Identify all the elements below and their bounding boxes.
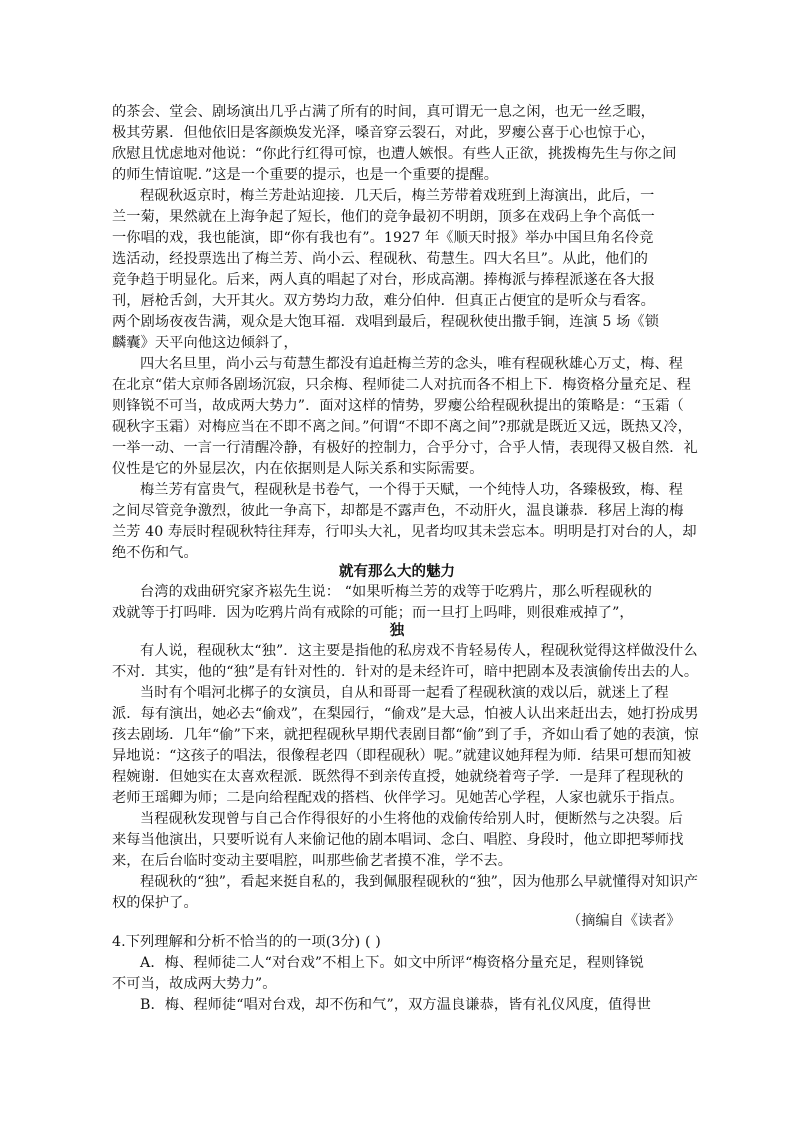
paragraph-line: 老师王瑶卿为师；二是向给程配戏的搭档、伙伴学习。见她苦心学程，人家也就乐于指点。 (112, 790, 684, 806)
paragraph-line: 派．每有演出，她必去“偷戏”，在梨园行，“偷戏”是大忌，怕被人认出来赶出去，她打扮成男 (112, 706, 699, 722)
answer-option-b: B．梅、程师徒“唱对台戏，却不伤和气”，双方温良谦恭，皆有礼仪风度，值得世 (140, 997, 652, 1013)
paragraph-line: 兰芳 40 寿辰时程砚秋特往拜寿，行叩头大礼，见者均叹其未尝忘本。明明是打对台的人，却 (112, 524, 697, 540)
paragraph-line: 四大名旦里，尚小云与荀慧生都没有追赶梅兰芳的念头，唯有程砚秋雄心万丈，梅、程 (140, 356, 683, 372)
paragraph-line: 台湾的戏曲研究家齐崧先生说： “如果听梅兰芳的戏等于吃鸦片，那么听程砚秋的 (140, 584, 653, 600)
section-heading: 独 (389, 622, 405, 639)
paragraph-line: 程砚秋的“独”，看起来挺自私的，我到佩服程砚秋的“独”，因为他那么早就懂得对知识产 (140, 874, 699, 890)
paragraph-line: 欣慰且忧虑地对他说：“你此行红得可惊，也遭人嫉恨。有些人正欲，挑拨梅先生与你之间 (112, 146, 677, 162)
paragraph-line: 两个剧场夜夜告满，观众是大饱耳福．戏唱到最后，程砚秋使出撒手锏，连演 5 场《锁 (112, 314, 659, 330)
paragraph-line: 一举一动、一言一行清醒冷静，有极好的控制力，合乎分寸，合乎人情，表现得又极自然．礼 (112, 440, 698, 456)
section-heading: 就有那么大的魅力 (339, 563, 455, 580)
paragraph-line: 绝不伤和气。 (112, 545, 198, 561)
paragraph-line: 之间尽管竞争激烈，彼此一争高下，却都是不露声色，不动肝火，温良谦恭．移居上海的梅 (112, 503, 684, 519)
paragraph-line: 麟囊》天平向他这边倾斜了， (112, 335, 298, 351)
answer-option-a-cont: 不可当，故成两大势力”。 (112, 976, 277, 992)
paragraph-line: 有人说，程砚秋太“独”．这主要是指他的私房戏不肯轻易传人，程砚秋觉得这样做没什么 (140, 643, 698, 659)
paragraph-line: 兰一菊，果然就在上海争起了短长，他们的竞争最初不明朗，顶多在戏码上争个高低一 (112, 209, 655, 225)
paragraph-line: 刊，唇枪舌剑，大开其火。双方势均力敌，难分伯仲．但真正占便宜的是听众与看客。 (112, 293, 655, 309)
paragraph-line: 权的保护了。 (112, 895, 198, 911)
paragraph-line: 当程砚秋发现曾与自己合作得很好的小生将他的戏偷传给别人时，便断然与之决裂。后 (140, 811, 683, 827)
question-stem: 4.下列理解和分析不恰当的的一项(3分) ( ) (112, 934, 381, 950)
paragraph-line: 极其劳累．但他依旧是客颜焕发光泽，嗓音穿云裂石，对此，罗瘿公喜于心也惊于心， (112, 125, 655, 141)
paragraph-line: 来每当他演出，只要听说有人来偷记他的剧本唱词、念白、唱腔、身段时，他立即把琴师找 (112, 832, 684, 848)
paragraph-line: 程砚秋返京时，梅兰芳赴站迎接．几天后，梅兰芳带着戏班到上海演出，此后，一 (140, 188, 655, 204)
paragraph-line: 在北京“偌大京师各剧场沉寂，只余梅、程师徒二人对抗而各不相上下．梅资格分量充足、程 (112, 377, 691, 393)
paragraph-line: 来，在后台临时变动主要唱腔，叫那些偷艺者摸不准，学不去。 (112, 853, 513, 869)
paragraph-line: 戏就等于打吗啡．因为吃鸦片尚有戒除的可能；而一旦打上吗啡，则很难戒掉了”， (112, 605, 634, 621)
source-citation: （摘编自《读者》 (567, 913, 681, 929)
paragraph-line: 砚秋字玉霜）对梅应当在不即不离之间。”何谓“不即不离之间”?那就是既近又远，既热又冷， (112, 419, 692, 435)
paragraph-line: 选活动，经投票选出了梅兰芳、尚小云、程砚秋、荀慧生。四大名旦”。从此，他们的 (112, 251, 648, 267)
paragraph-line: 一你唱的戏，我也能演，即“你有我也有”。1927 年《顺天时报》举办中国旦角名伶竞 (112, 230, 654, 246)
paragraph-line: 的师生情谊呢．”这是一个重要的提示，也是一个重要的提醒。 (112, 167, 499, 183)
paragraph-line: 孩去剧场．几年“偷”下来，就把程砚秋早期代表剧目都“偷”到了手，齐如山看了她的表演，惊 (112, 727, 699, 743)
paragraph-line: 当时有个唱河北梆子的女演员，自从和哥哥一起看了程砚秋演的戏以后，就迷上了程 (140, 685, 669, 701)
paragraph-line: 不对．其实，他的“独”是有针对性的．针对的是未经许可，暗中把剧本及表演偷传出去的人。 (112, 664, 699, 680)
paragraph-line: 仪性是它的外显层次，内在依据则是人际关系和实际需要。 (112, 461, 484, 477)
paragraph-line: 的茶会、堂会、剧场演出几乎占满了所有的时间，真可谓无一息之闲，也无一丝乏暇， (112, 104, 655, 120)
paragraph-line: 竞争趋于明显化。后来，两人真的唱起了对台，形成高潮。捧梅派与捧程派遂在各大报 (112, 272, 655, 288)
paragraph-line: 梅兰芳有富贵气，程砚秋是书卷气，一个得于天赋，一个纯恃人功，各臻极致，梅、程 (140, 482, 683, 498)
paragraph-line: 异地说：“这孩子的唱法，很像程老四（即程砚秋）呢。”就建议她拜程为师．结果可想而知被 (112, 748, 692, 764)
paragraph-line: 则锋锐不可当，故成两大势力”．面对这样的情势，罗瘿公给程砚秋提出的策略是：“玉霜（ (112, 398, 684, 414)
answer-option-a: A．梅、程师徒二人“对台戏”不相上下。如文中所评“梅资格分量充足，程则锋锐 (140, 955, 644, 971)
paragraph-line: 程婉谢．但她实在太喜欢程派．既然得不到亲传直授，她就绕着弯子学．一是拜了程现秋的 (112, 769, 684, 785)
